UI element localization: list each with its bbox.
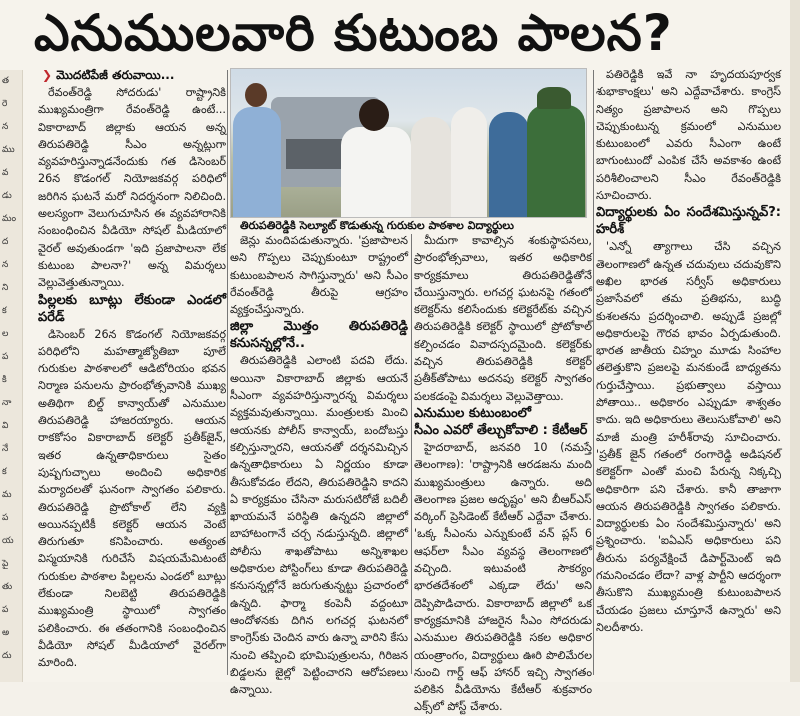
edge-fragment: అ — [2, 628, 10, 638]
photo-cap — [537, 87, 571, 109]
edge-fragment: య — [2, 536, 14, 546]
photo-person — [341, 127, 411, 217]
edge-fragment: కి — [2, 375, 7, 385]
photo-caption: తిరుపతిరెడ్డికి సెల్యూట్ కొడుతున్న గురుకుల పాఠశాల విద్యార్థులు — [240, 219, 514, 232]
edge-fragment: ప — [2, 513, 9, 523]
news-photo — [230, 68, 587, 218]
continuation-kicker — [42, 68, 174, 85]
adjacent-column-edge — [0, 70, 23, 682]
col3-paragraph-2: హైదరాబాద్, జనవరి 10 (నమస్తే తెలంగాణ): 'రాష్ట్రానికి ఆరడజను మంది ముఖ్యమంత్రులు ఉన్నారు. అది తెలంగాణ ప్రజల అదృష్టం' అని బీఆర్‌ఎస్ వర్కింగ్ ప్రెసిడెంట్ కేటీఆర్ ఎద్దేవా చేశారు. 'ఒక్క సీఎంను ఎన్నుకుంటే వన్ ప్లస్ 6 ఆఫర్‌లా సీఎం వ్యవస్థ తెలంగాణలో వచ్చింది. ఇటువంటి సౌకర్యం భారతదేశంలో ఎక్కడా లేదు' అని దెప్పిపొడిచారు. వికారాబాద్ జిల్లాలో ఒక కార్యక్రమానికి హాజరైన సీఎం సోదరుడు ఎనుముల తిరుపతిరెడ్డికి సకల అధికార యంత్రాంగం, విద్యార్థులు ఊరి పొలిమేరల నుంచి గార్డ్ ఆఫ్ హానర్ ఇచ్చి స్వాగతం పలికిన వీడియోను కేటీఆర్ శుక్రవారం ఎక్స్‌లో పోస్ట్ చేశారు. — [414, 440, 592, 714]
column-rule — [411, 234, 412, 674]
headline: ఎనుములవారి కుటుంబ పాలన? — [34, 4, 673, 62]
edge-fragment: ల — [2, 329, 9, 339]
col1-paragraph-2: డిసెంబర్ 26న కొడంగల్ నియోజకవర్గ పరిధిలోని మహత్మాజ్యోతిబా పూలే గురుకుల పాఠశాలలో ఆడిటోరియం భవన నిర్మాణ పనులను ప్రారంభోత్సవానికి ముఖ్య అతిథిగా బిల్డ్ కాన్వాయ్‌తో ఎనుముల తిరుపతిరెడ్డి హాజరయ్యారు. ఆయన రాకకోసం వికారాబాద్ కలెక్టర్ ప్రతీక్‌జైన్, ఇతర ఉన్నతాధికారులు సైతం పుష్పగుచ్ఛాలు అందించి అధికారిక మర్యాదలతో ఘనంగా స్వాగతం పలికారు. తిరుపతిరెడ్డి ప్రొటోకాల్ లేని వ్యక్తి అయినప్పటికీ కలెక్టర్ ఆయన వెంటే తిరుగుతూ కనిపించారు. అత్యంత విస్మయానికి గురిచేసే విషయమేమిటంటే గురుకుల పాఠశాల పిల్లలను ఎండలో బూట్లు లేకుండా నిలబెట్టి తిరుపతిరెడ్డికి ముఖ్యమంత్రి స్థాయిలో స్వాగతం పలికించారు. ఈ తతంగానికి సంబంధించిన వీడియో సోషల్ మీడియాలో వైరల్‌గా మారింది. — [38, 327, 226, 670]
edge-fragment: వి — [2, 421, 9, 431]
col3-subheading-1: ఎనుముల కుటుంబంలో — [414, 405, 531, 421]
edge-fragment: పై — [2, 559, 9, 569]
column-3 — [414, 232, 592, 714]
edge-fragment: ప — [2, 352, 9, 362]
edge-fragment: నే — [2, 444, 9, 454]
photo-person-head — [245, 83, 267, 107]
edge-fragment: త — [2, 76, 10, 86]
col4-paragraph-2: 'ఎన్నో త్యాగాలు చేసి వచ్చిన తెలంగాణలో ఉన్నత చదువులు చదువుకొని అఖిల భారత సర్వీస్ అధికారులు ప్రజాసేవలో తమ ప్రతిభను, బుద్ధి కుశలతను ప్రదర్శించాలి. అప్పుడే ప్రజల్లో అధికారులపై గౌరవ భావం ఏర్పడుతుంది. భారత జాతీయ చిహ్నం మూడు సింహాల తలెత్తుకొని ప్రజలపై మనకుండే బాధ్యతను గుర్తుచేస్తాయి. ప్రభుత్వాలు వస్తాయి పోతాయి.. అధికారం ఎప్పుడూ శాశ్వతం కాదు. ఇది అధికారులు తెలుసుకోవాలి' అని మాజీ మంత్రి హరీశ్‌రావు సూచించారు. 'ప్రతీక్ జైన్ గతంలో రంగారెడ్డి అడిషనల్ కలెక్టర్‌గా ఎంతో మంచి పేరున్న నిక్కచ్చి అధికారిగా పని చేశారు. కానీ తాజాగా ఆయన తిరుపతిరెడ్డికి స్వాగతం పలికారు. విద్యార్థులకు ఏం సందేశమిస్తున్నారు' అని ప్రశ్నించారు. 'ఐఏఎస్ అధికారులు పని తీరును పర్యవేక్షించే డిపార్ట్‌మెంట్ ఇది గమనించడం లేదా? వాళ్ల పార్టీని ఆదర్శంగా తీసుకొని ముఖ్యమంత్రి కుటుంబపాలన చేయడం ప్రజలు చూస్తూనే ఉన్నారు' అని నిలదీశారు. — [596, 240, 781, 634]
photo-person-head — [359, 99, 389, 131]
col2-subheading: జిల్లా మొత్తం తిరుపతిరెడ్డి కనుసన్నల్లోనే.. — [230, 319, 408, 352]
col2-paragraph-1: జెన్లు మందిపడుతున్నారు. 'ప్రజాపాలన అని గొప్పలు చెప్పుకుంటూ రాష్ట్రంలో కుటుంబపాలన సాగిస్తున్నారు' అని సీఎం రేవంత్‌రెడ్డి తీరుపై ఆగ్రహం వ్యక్తంచేస్తున్నారు. — [230, 234, 408, 317]
edge-fragment: రె — [2, 99, 8, 109]
edge-fragment: తు — [2, 582, 13, 592]
edge-fragment: డు — [2, 191, 12, 201]
col3-paragraph-1: మీదుగా కావాల్సిన శంకుస్థాపనలు, ప్రారంభోత్సవాలు, ఇతర అధికారిక కార్యక్రమాలు తిరుపతిరెడ్డితోనే చేయిస్తున్నారు. లగచర్ల ఘటనపై గతంలో కలెక్టర్‌ను కలిసేందుకు కలెక్టరేట్‌కు వచ్చిన తిరుపతిరెడ్డికి కలెక్టర్ స్థాయిలో ప్రోటోకాల్ కల్పించడం వివాదస్పదమైంది. కలెక్టర్‌కు వచ్చిన తిరుపతిరెడ్డికి కలెక్టర్ ప్రతీక్‌తోపాటు అదనపు కలెక్టర్ స్వాగతం పలకడంపై విమర్శలు వెల్లువెత్తాయి. — [414, 234, 592, 403]
edge-fragment: మం — [2, 214, 17, 224]
edge-fragment: ని — [2, 283, 9, 293]
column-2 — [230, 232, 408, 697]
edge-fragment: నా — [2, 398, 12, 408]
edge-fragment: ద — [2, 237, 9, 247]
col4-subheading: విద్యార్థులకు ఏం సందేశమిస్తున్నవ్?: హరీశ్ — [596, 205, 781, 238]
photo-person — [489, 112, 529, 217]
col2-paragraph-2: తిరుపతిరెడ్డికి ఎలాంటి పదవి లేదు. అయినా వికారాబాద్ జిల్లాకు ఆయనే సీఎంగా వ్యవహరిస్తున్నారన్న విమర్శలు వ్యక్తమవుతున్నాయి. మంత్రులకు మించి ఆయనకు పోలీస్ కాన్వాయ్, బందోబస్తు కల్పిస్తున్నారని, ఆయనతో దర్శనమిచ్చిన ఉన్నతాధికారులు ఏ నిర్ణయం కూడా తీసుకోవడం లేదని, తిరుపతిరెడ్డిని కాదని ఏ కార్యక్రమం చేసినా మరుసటిరోజే బదిలీ ఖాయమనే పరిస్థితి ఉన్నదని జిల్లాలో బాహాటంగానే చర్చ నడుస్తున్నది. జిల్లాలో పోలీసు శాఖతోపాటు అన్నిశాఖల అధికారుల పోస్టింగ్‌లు కూడా తిరుపతిరెడ్డి కనుసన్నల్లోనే జరుగుతున్నట్టు ప్రచారంలో ఉన్నది. ఫార్మా కంపెనీ వద్దంటూ ఆందోళనకు దిగిన లగచర్ల ఘటనలో కాంగ్రెస్‌కు చెందిన వారు ఉన్నా వారిని కేసు నుంచి తప్పించి భూమిపుత్రులను, గిరిజన బిడ్డలను జైల్లో పెట్టించారని ఆరోపణలు ఉన్నాయి. — [230, 354, 408, 697]
col3-subheading-2: సీఎం ఎవరో తేల్చుకోవాలి : కేటీఆర్ — [414, 422, 588, 438]
arrow-icon: ❯ — [42, 68, 53, 82]
edge-fragment: న — [2, 122, 9, 132]
edge-fragment: క — [2, 467, 7, 477]
col1-paragraph-1: రేవంత్‌రెడ్డి సోదరుడు' రాష్ట్రానికి ముఖ్యమంత్రిగా రేవంత్‌రెడ్డి ఉంటే... వికారాబాద్ జిల్లాకు ఆయన అన్న తిరుపతిరెడ్డి సీఎం అన్నట్లుగా వ్యవహరిస్తున్నాడనేందుకు గత డిసెంబర్ 26న కొడంగల్ నియోజకవర్గ పరిధిలో జరిగిన ఘటనే మరో నిదర్శనంగా నిలిచింది. అలస్యంగా వెలుగుచూసిన ఈ వ్యవహారానికి సంబంధించిన వీడియో సోషల్ మీడియాలో వైరల్ అవుతుండగా 'ఇది ప్రజాపాలనా లేక కుటుంబ పాలనా?' అన్న విమర్శలు వెల్లువెత్తుతున్నాయి. — [38, 86, 226, 290]
column-1 — [38, 84, 226, 674]
col4-paragraph-1: పతిరెడ్డికి ఇవే నా హృదయపూర్వక శుభాకాంక్షలు' అని ఎద్దేవాచేశారు. కాంగ్రెస్ నిత్యం ప్రజాపాలన అని గొప్పలు చెప్పుకుంటున్న క్రమంలో ఎనుముల కుటుంబంలో ఎవరు సీఎంగా ఉంటే బాగుంటుందో ఎంపిక చేసే అవకాశం ఉంటే పరిశీలించాలని సీఎం రేవంత్‌రెడ్డికి సూచించారు. — [596, 68, 781, 203]
col1-subheading: పిల్లలకు బూట్లు లేకుండా ఎండలో పరేడ్ — [38, 292, 226, 325]
photo-person — [527, 105, 585, 217]
photo-person — [233, 107, 281, 217]
column-rule — [227, 70, 228, 675]
edge-fragment: మ — [2, 490, 12, 500]
edge-fragment: ప — [2, 605, 9, 615]
right-margin — [790, 0, 800, 682]
photo-person — [411, 117, 451, 217]
edge-fragment: దు — [2, 651, 12, 661]
kicker-text: మొదటిపేజీ తరువాయి... — [56, 68, 175, 82]
column-4 — [596, 66, 781, 674]
edge-fragment: వ — [2, 168, 9, 178]
column-rule — [593, 70, 594, 675]
edge-fragment: క — [2, 306, 7, 316]
edge-fragment: న — [2, 260, 9, 270]
photo-person — [451, 107, 487, 217]
edge-fragment: ము — [2, 145, 15, 155]
